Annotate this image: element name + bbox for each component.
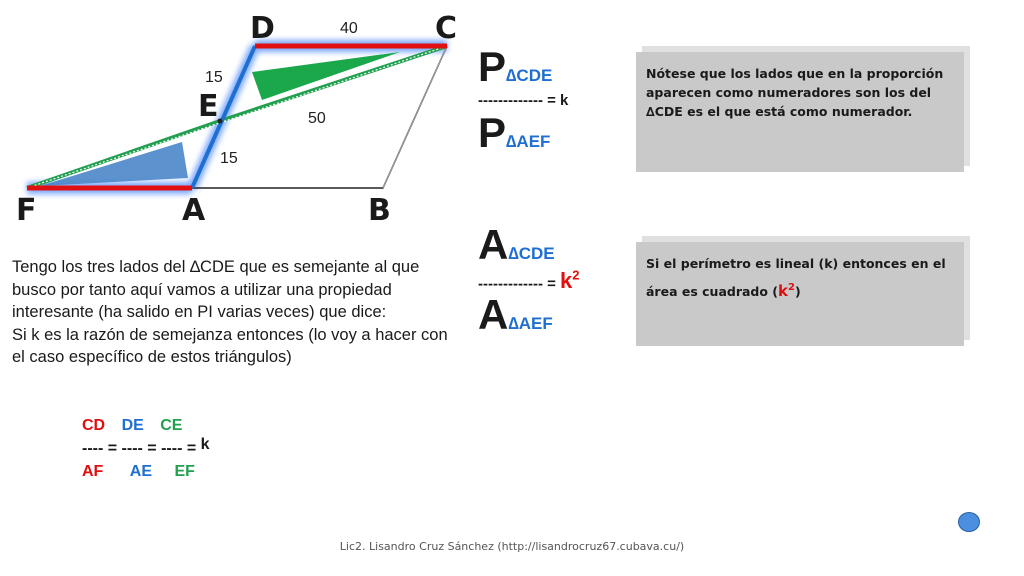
segment-dc-length: 40 [340,20,358,37]
segment-de-length: 15 [205,69,223,86]
numerator-cd: CD [82,417,106,434]
numerator-ce: CE [160,417,183,434]
perimeter-letter-bottom: P [478,109,507,156]
area-numerator [478,221,638,268]
point-b-label: B [368,193,391,228]
numerator-de: DE [121,417,144,434]
equation-dash-line: ---- = ---- = ---- = [82,440,201,457]
triangle-cde-sub: ∆CDE [508,244,555,263]
equation-dashes [82,437,210,460]
k-value: k [560,92,569,109]
perimeter-ratio [478,43,638,156]
parallel-highlight [383,46,447,188]
note-box-area [636,242,964,346]
navigation-button[interactable] [958,512,980,532]
triangle-cde-sub: ∆CDE [506,66,553,85]
denominator-af: AF [82,463,104,480]
note-area-text [636,242,964,304]
area-letter-top: A [478,221,509,268]
note-k-squared [778,282,795,300]
denominator-ae: AE [129,463,153,480]
note-area-text-b: ) [794,284,801,299]
k-squared [560,268,579,293]
explanation-paragraph [12,256,452,369]
area-ratio [478,221,638,339]
perimeter-numerator [478,43,638,90]
note-area-text-a: Si el perímetro es lineal (k) entonces en el área es cuadrado ( [646,256,946,299]
note-exp: 2 [788,282,795,293]
segment-ea-length: 15 [220,150,238,167]
point-c-label: C [435,11,458,46]
shaded-triangle-aef [40,142,188,186]
triangle-aef-sub: ∆AEF [508,314,553,334]
note-k: k [778,282,789,300]
perimeter-letter-top: P [478,43,507,90]
note-box-numerators [636,52,964,172]
point-a-label: A [182,193,206,228]
k-exponent: 2 [572,268,580,283]
perimeter-fraction-bar [478,92,638,110]
area-denominator [478,291,638,339]
segment-ec-length: 50 [308,110,326,127]
proportion-equation [82,414,210,483]
area-letter-bottom: A [478,291,509,339]
equation-numerators [82,414,210,437]
equation-k: k [200,436,210,453]
triangle-aef-sub: ∆AEF [506,132,551,151]
point-d-label: D [250,11,275,46]
denominator-ef: EF [174,463,195,480]
k-letter: k [560,268,573,294]
fraction-dashes: ------------- = [478,92,561,109]
paragraph-line-2: Si k es la razón de semejanza entonces (lo voy a hacer con el caso específico de estos triángulos) [12,325,448,366]
point-f-label: F [16,193,37,228]
footer-credit: Lic2. Lisandro Cruz Sánchez (http://lisandrocruz67.cubava.cu/) [339,540,685,553]
point-e-label: E [198,89,219,124]
perimeter-denominator [478,109,638,156]
fraction-dashes: ------------- = [478,275,561,293]
note-numerators-text: Nótese que los lados que en la proporción aparecen como numeradores son los del ∆CDE es el que está como numerador. [646,66,944,119]
shaded-triangle-cde [252,52,400,100]
similar-triangles-figure [0,0,470,235]
equation-denominators [82,460,210,483]
paragraph-line-1: Tengo los tres lados del ∆CDE que es semejante al que busco por tanto aquí vamos a utilizar una propiedad interesante (ha salido en PI varias veces) que dice: [12,258,420,321]
